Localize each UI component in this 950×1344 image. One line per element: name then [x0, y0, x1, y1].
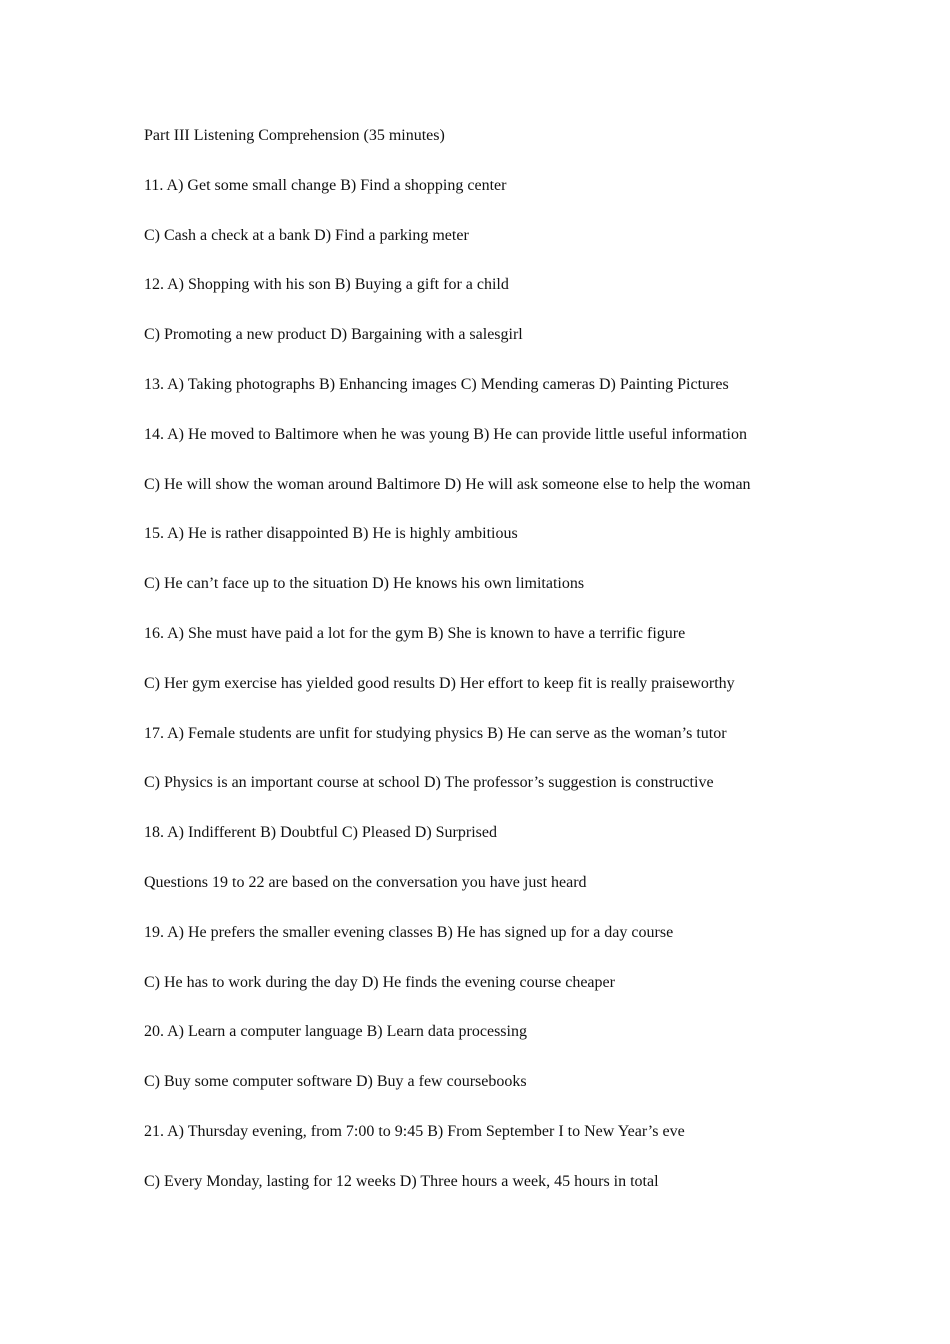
text-line: C) Promoting a new product D) Bargaining with a salesgirl: [144, 326, 523, 344]
text-line: 15. A) He is rather disappointed B) He is highly ambitious: [144, 525, 518, 543]
text-line: C) Cash a check at a bank D) Find a parking meter: [144, 226, 469, 244]
text-line: C) Every Monday, lasting for 12 weeks D) Three hours a week, 45 hours in total: [144, 1172, 659, 1190]
text-line: 16. A) She must have paid a lot for the gym B) She is known to have a terrific figure: [144, 624, 686, 642]
text-line: 21. A) Thursday evening, from 7:00 to 9:45 B) From September I to New Year’s eve: [144, 1122, 685, 1140]
text-line: 12. A) Shopping with his son B) Buying a gift for a child: [144, 276, 509, 294]
text-line: C) He can’t face up to the situation D) He knows his own limitations: [144, 575, 585, 593]
text-line: 11. A) Get some small change B) Find a shopping center: [144, 176, 507, 194]
text-line: C) He has to work during the day D) He finds the evening course cheaper: [144, 973, 615, 991]
subsection-note: Questions 19 to 22 are based on the conversation you have just heard: [144, 873, 587, 891]
text-line: 14. A) He moved to Baltimore when he was young B) He can provide little useful information: [144, 425, 747, 443]
text-line: C) He will show the woman around Baltimore D) He will ask someone else to help the woman: [144, 475, 751, 493]
section-heading: Part III Listening Comprehension (35 minutes): [144, 127, 445, 144]
text-line: C) Buy some computer software D) Buy a few coursebooks: [144, 1073, 527, 1091]
text-line: C) Physics is an important course at school D) The professor’s suggestion is constructive: [144, 774, 714, 792]
text-line: 19. A) He prefers the smaller evening classes B) He has signed up for a day course: [144, 923, 674, 941]
text-line: 18. A) Indifferent B) Doubtful C) Pleased D) Surprised: [144, 824, 497, 842]
text-line: 13. A) Taking photographs B) Enhancing images C) Mending cameras D) Painting Pictures: [144, 375, 729, 393]
text-line: 17. A) Female students are unfit for studying physics B) He can serve as the woman’s tutor: [144, 724, 727, 742]
text-line: 20. A) Learn a computer language B) Learn data processing: [144, 1023, 527, 1041]
text-line: C) Her gym exercise has yielded good results D) Her effort to keep fit is really praiseworthy: [144, 674, 735, 692]
document-body: [144, 124, 904, 1220]
